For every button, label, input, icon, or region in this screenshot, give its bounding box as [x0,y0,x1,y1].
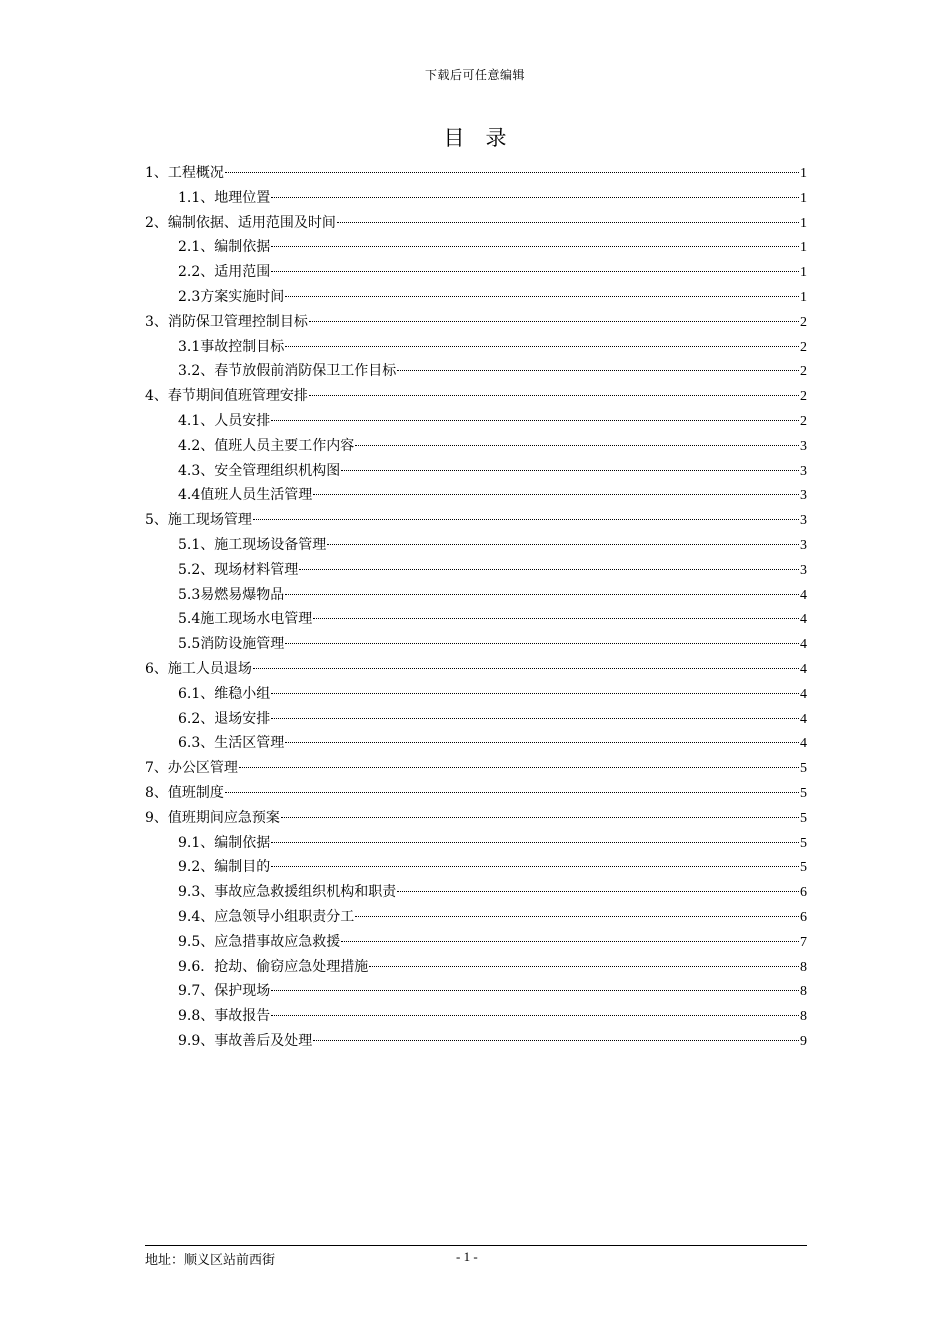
toc-entry-label: 4.3、安全管理组织机构图 [178,462,341,479]
toc-entry-label: 9.6．抢劫、偷窃应急处理措施 [178,958,369,975]
toc-entry[interactable] [145,508,807,533]
toc-dot-leader [309,395,799,396]
toc-entry-page: 1 [800,190,807,206]
toc-entry[interactable] [145,831,807,856]
footer-address: 地址：顺义区站前西街 [145,1253,276,1268]
toc-entry[interactable] [145,880,807,905]
footer-page-number: - 1 - [456,1249,478,1264]
toc-entry[interactable] [145,409,807,434]
toc-entry-page: 4 [800,661,807,677]
toc-dot-leader [355,916,799,917]
toc-entry-page: 2 [800,389,807,405]
toc-dot-leader [253,519,799,520]
toc-entry-label: 3.1事故控制目标 [178,338,285,355]
toc-entry-page: 2 [800,364,807,380]
toc-dot-leader [285,346,799,347]
toc-entry-label: 4.4值班人员生活管理 [178,487,313,504]
toc-dot-leader [285,742,799,743]
toc-dot-leader [313,618,799,619]
toc-entry[interactable] [145,459,807,484]
toc-entry-label: 7、办公区管理 [145,760,238,777]
toc-entry[interactable] [145,211,807,236]
toc-entry-page: 2 [800,413,807,429]
toc-dot-leader [271,197,799,198]
toc-entry[interactable] [145,434,807,459]
toc-entry-page: 4 [800,612,807,628]
toc-entry-page: 3 [800,513,807,529]
toc-entry[interactable] [145,384,807,409]
toc-dot-leader [253,668,799,669]
toc-entry-page: 4 [800,686,807,702]
toc-entry-page: 8 [800,1009,807,1025]
toc-entry-label: 5.5消防设施管理 [178,636,285,653]
toc-entry-page: 3 [800,438,807,454]
toc-entry-label: 4.2、值班人员主要工作内容 [178,437,355,454]
toc-entry-page: 8 [800,984,807,1000]
toc-dot-leader [285,643,799,644]
toc-dot-leader [341,470,799,471]
toc-dot-leader [271,246,799,247]
toc-entry-page: 5 [800,835,807,851]
toc-entry-label: 6、施工人员退场 [145,660,252,677]
toc-entry-page: 5 [800,785,807,801]
toc-entry-page: 3 [800,463,807,479]
toc-entry-label: 5.4施工现场水电管理 [178,611,313,628]
toc-dot-leader [309,321,799,322]
toc-entry[interactable] [145,756,807,781]
toc-entry-page: 7 [800,934,807,950]
toc-entry-label: 3、消防保卫管理控制目标 [145,313,308,330]
toc-entry[interactable] [145,930,807,955]
toc-dot-leader [327,544,799,545]
toc-dot-leader [271,420,799,421]
toc-entry-label: 4.1、人员安排 [178,412,271,429]
toc-entry-page: 5 [800,860,807,876]
toc-entry-page: 3 [800,488,807,504]
toc-dot-leader [397,370,799,371]
toc-entry-page: 9 [800,1033,807,1049]
toc-dot-leader [397,891,799,892]
toc-entry[interactable] [145,657,807,682]
toc-entry[interactable] [145,707,807,732]
toc-entry[interactable] [145,806,807,831]
toc-entry-page: 2 [800,339,807,355]
toc-entry-page: 5 [800,761,807,777]
toc-entry-label: 1、工程概况 [145,165,224,181]
toc-dot-leader [285,594,799,595]
toc-entry-label: 6.2、退场安排 [178,710,271,727]
toc-dot-leader [239,767,799,768]
toc-entry-label: 2.3方案实施时间 [178,288,285,305]
toc-dot-leader [271,1015,799,1016]
toc-entry[interactable] [145,731,807,756]
toc-entry-label: 9.1、编制依据 [178,834,271,851]
toc-dot-leader [271,990,799,991]
toc-dot-leader [271,718,799,719]
toc-entry-label: 4、春节期间值班管理安排 [145,388,308,405]
toc-title: 目 录 [443,126,507,150]
toc-entry-page: 1 [800,240,807,256]
toc-entry-label: 9.5、应急措事故应急救援 [178,933,341,950]
toc-entry[interactable] [145,186,807,211]
toc-entry-label: 9.2、编制目的 [178,859,271,876]
toc-entry-label: 5.1、施工现场设备管理 [178,536,327,553]
toc-entry-label: 9.8、事故报告 [178,1008,271,1025]
footer-divider [145,1245,807,1246]
toc-dot-leader [369,966,799,967]
toc-entry[interactable] [145,682,807,707]
toc-dot-leader [313,494,799,495]
toc-entry-label: 3.2、春节放假前消防保卫工作目标 [178,363,397,380]
toc-entry-page: 4 [800,587,807,603]
toc-entry-label: 9、值班期间应急预案 [145,809,280,826]
toc-entry[interactable] [145,310,807,335]
toc-entry[interactable] [145,583,807,608]
toc-dot-leader [299,569,799,570]
toc-entry-page: 4 [800,736,807,752]
toc-entry-page: 8 [800,959,807,975]
toc-entry[interactable] [145,285,807,310]
header-note: 下载后可任意编辑 [424,68,525,82]
toc-dot-leader [225,172,799,173]
toc-dot-leader [271,271,799,272]
toc-entry[interactable] [145,905,807,930]
toc-dot-leader [313,1040,799,1041]
toc-entry[interactable] [145,1029,807,1054]
toc-entry-label: 6.3、生活区管理 [178,735,285,752]
toc-entry-label: 5.2、现场材料管理 [178,561,299,578]
toc-entry-label: 8、值班制度 [145,784,224,801]
toc-entry[interactable] [145,359,807,384]
toc-entry[interactable] [145,558,807,583]
toc-entry-label: 5、施工现场管理 [145,512,252,529]
toc-entry-page: 2 [800,314,807,330]
toc-entry-page: 3 [800,562,807,578]
toc-entry-page: 6 [800,909,807,925]
toc-dot-leader [341,941,799,942]
toc-entry-page: 4 [800,637,807,653]
toc-entry-label: 5.3易燃易爆物品 [178,586,285,603]
toc-entry[interactable] [145,632,807,657]
toc-entry[interactable] [145,161,807,186]
toc-entry-label: 9.4、应急领导小组职责分工 [178,908,355,925]
toc-entry[interactable] [145,335,807,360]
toc-entry[interactable] [145,955,807,980]
toc-dot-leader [271,842,799,843]
toc-entry[interactable] [145,533,807,558]
toc-entry[interactable] [145,979,807,1004]
toc-entry-label: 9.3、事故应急救援组织机构和职责 [178,884,397,901]
toc-entry-label: 9.9、事故善后及处理 [178,1032,313,1049]
toc-entry-page: 1 [800,265,807,281]
toc-entry-label: 2.2、适用范围 [178,264,271,281]
toc-entry-label: 6.1、维稳小组 [178,685,271,702]
toc-entry[interactable] [145,1004,807,1029]
toc-dot-leader [337,222,799,223]
toc-entry[interactable] [145,607,807,632]
toc-entry-page: 4 [800,711,807,727]
toc-entry-label: 9.7、保护现场 [178,983,271,1000]
toc-entry-label: 2.1、编制依据 [178,239,271,256]
toc-entry[interactable] [145,260,807,285]
toc-dot-leader [285,296,799,297]
toc-entry-label: 1.1、地理位置 [178,189,271,206]
toc-dot-leader [281,817,799,818]
toc-entry-label: 2、编制依据、适用范围及时间 [145,214,336,231]
toc-dot-leader [225,792,799,793]
toc-entry-page: 1 [800,166,807,181]
toc-entry-page: 3 [800,537,807,553]
toc-entry-page: 1 [800,215,807,231]
toc-entry[interactable] [145,483,807,508]
toc-entry[interactable] [145,235,807,260]
toc-entry[interactable] [145,855,807,880]
toc-entry-page: 5 [800,810,807,826]
table-of-contents [145,161,807,1054]
toc-dot-leader [271,866,799,867]
toc-entry-page: 6 [800,885,807,901]
toc-entry-page: 1 [800,289,807,305]
toc-dot-leader [355,445,799,446]
toc-dot-leader [271,693,799,694]
toc-entry[interactable] [145,781,807,806]
